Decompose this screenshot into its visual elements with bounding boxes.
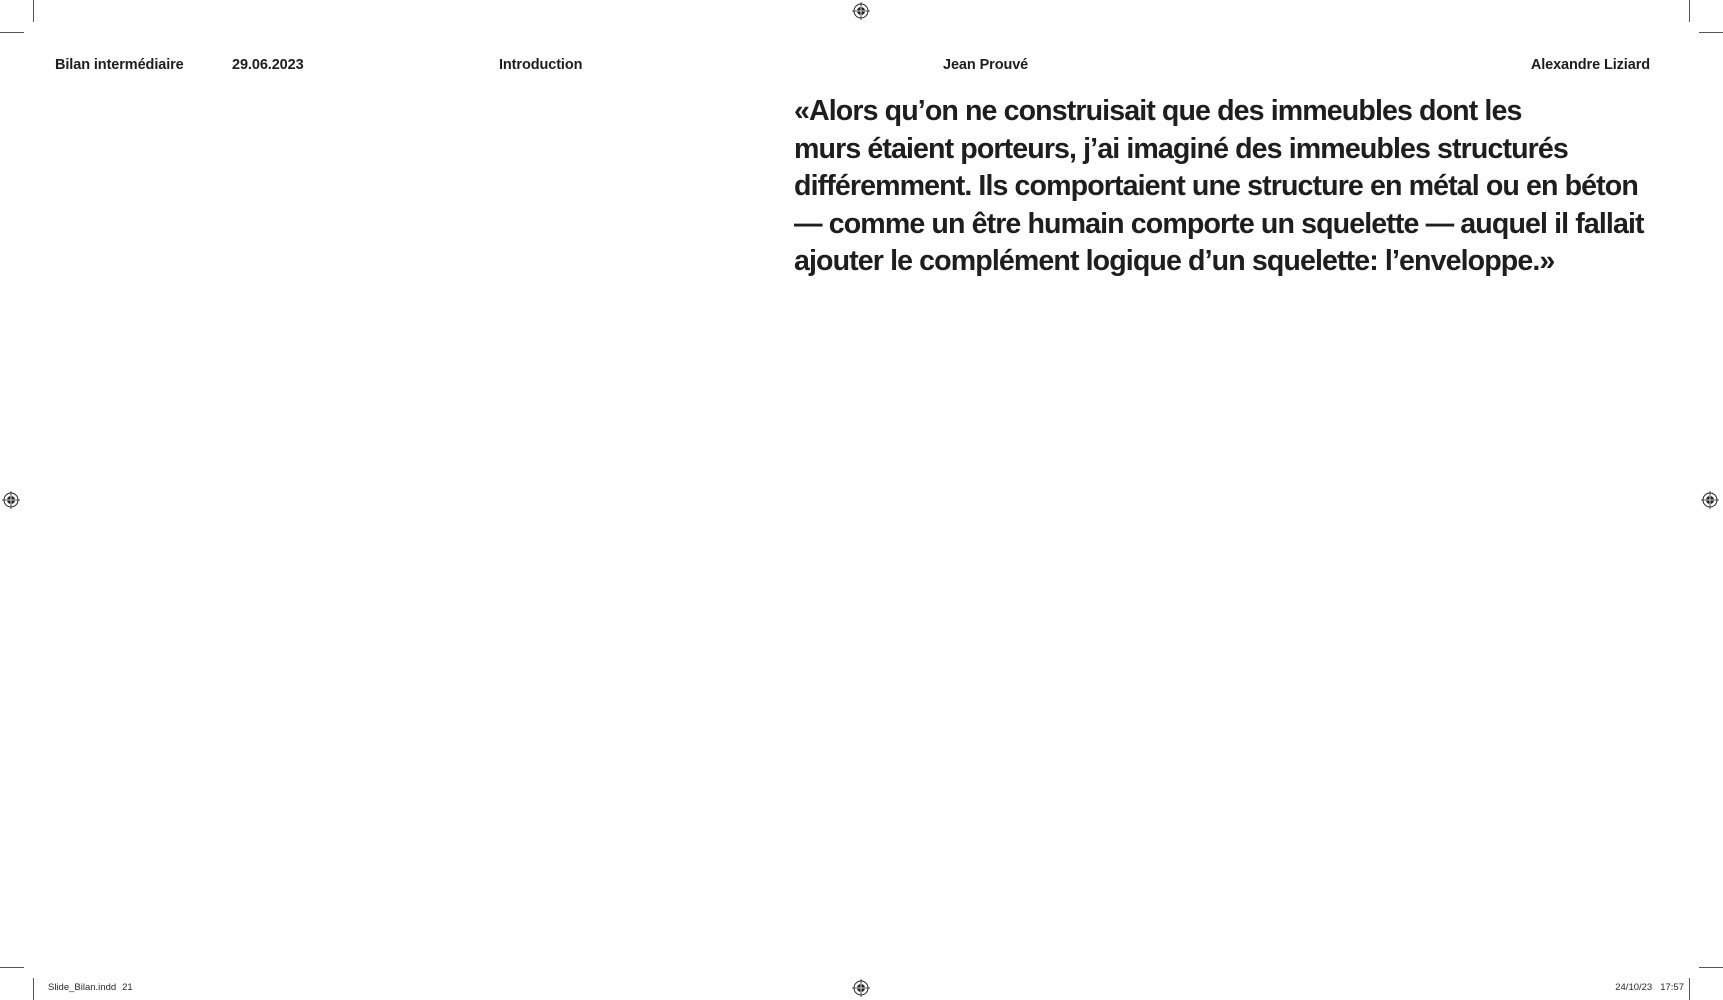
crop-mark-top-right-vertical — [1689, 0, 1690, 22]
slug-file-info — [48, 982, 133, 993]
registration-mark-icon — [852, 2, 870, 20]
crop-mark-bottom-right-horizontal — [1699, 967, 1723, 968]
subject-name: Jean Prouvé — [943, 57, 1029, 73]
quote-line: — comme un être humain comporte un squelette — auquel il fallait — [794, 207, 1644, 240]
registration-mark-icon — [1701, 491, 1719, 509]
quote-line: ajouter le complément logique d’un squelette: l’enveloppe.» — [794, 245, 1555, 277]
crop-mark-bottom-left-horizontal — [0, 967, 24, 968]
registration-mark-icon — [852, 979, 870, 997]
document-date: 29.06.2023 — [232, 57, 304, 73]
document-title: Bilan intermédiaire — [55, 57, 184, 73]
slug-timestamp — [1615, 982, 1684, 993]
quote-line: différemment. Ils comportaient une structure en métal ou en béton — [794, 170, 1638, 202]
slug-file-name: Slide_Bilan.indd — [48, 982, 117, 993]
slug-page-number: 21 — [122, 982, 133, 993]
crop-mark-top-left-vertical — [33, 0, 34, 22]
slug-time: 17:57 — [1660, 982, 1684, 993]
quote-block — [794, 93, 1674, 281]
quote-line: «Alors qu’on ne construisait que des immeubles dont les — [794, 95, 1522, 127]
crop-mark-top-right-horizontal — [1699, 32, 1723, 33]
quote-line: murs étaient porteurs, j’ai imaginé des immeubles structurés — [794, 132, 1568, 165]
author-name: Alexandre Liziard — [1530, 57, 1650, 73]
section-title: Introduction — [499, 57, 583, 73]
slug-date: 24/10/23 — [1615, 982, 1653, 993]
registration-mark-icon — [2, 491, 20, 509]
crop-mark-bottom-left-vertical — [33, 978, 34, 1000]
crop-mark-bottom-right-vertical — [1689, 978, 1690, 1000]
crop-mark-top-left-horizontal — [0, 32, 24, 33]
